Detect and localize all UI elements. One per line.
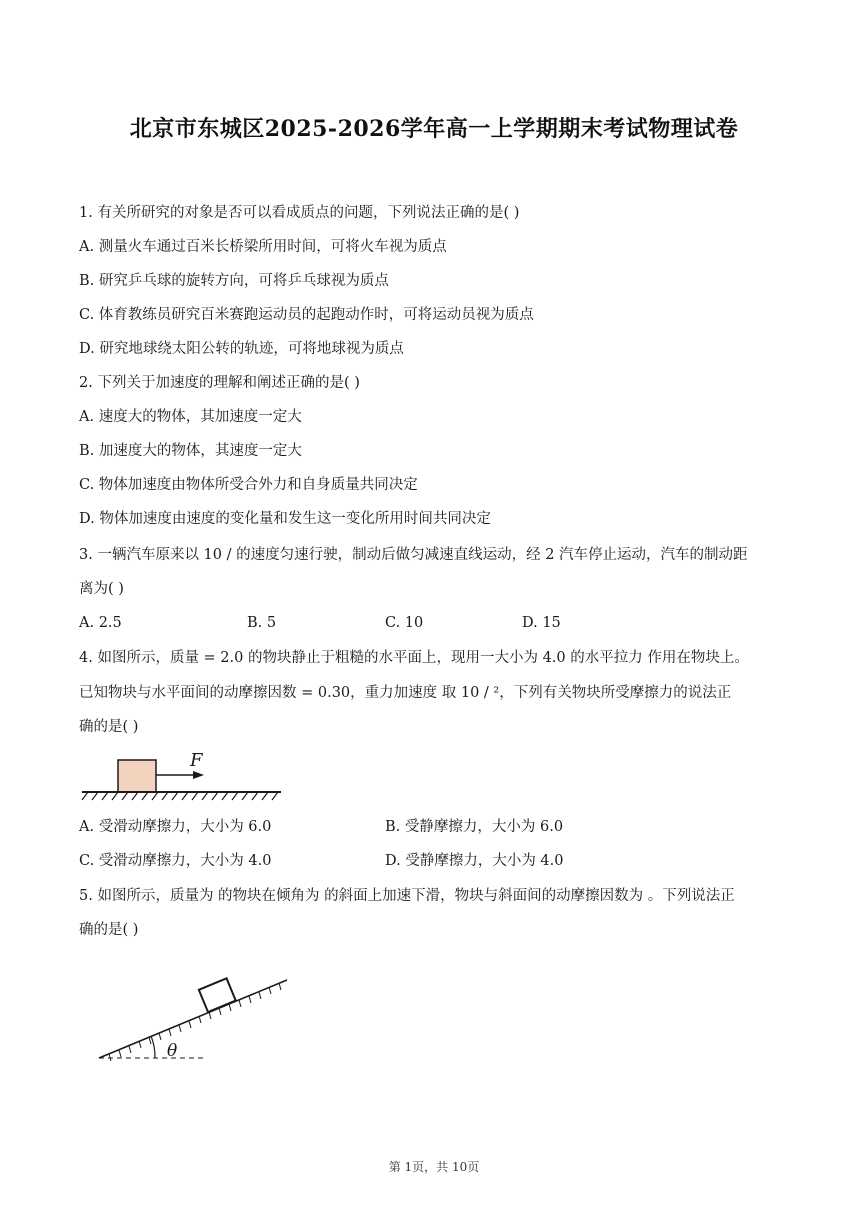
question-4-option-b: B. 受静摩擦力，大小为 6.0	[385, 819, 564, 835]
question-3-option-b: B. 5	[247, 615, 277, 631]
question-5-stem-line-1: 5. 如图所示，质量为 的物块在倾角为 的斜面上加速下滑，物块与斜面间的动摩擦因数为 。下列说法正	[79, 888, 735, 904]
page-title: 北京市东城区2025-2026学年高一上学期期末考试物理试卷	[129, 116, 739, 142]
question-2-stem: 2. 下列关于加速度的理解和阐述正确的是( )	[79, 375, 360, 391]
floor-hatching	[82, 792, 278, 800]
question-3-option-c: C. 10	[385, 615, 424, 631]
block-shape	[118, 760, 156, 792]
question-4-stem-line-3: 确的是( )	[79, 719, 139, 735]
angle-arc	[151, 1036, 155, 1058]
question-4-option-d: D. 受静摩擦力，大小为 4.0	[385, 853, 564, 869]
question-1-option-a: A. 测量火车通过百米长桥梁所用时间，可将火车视为质点	[79, 239, 447, 255]
question-2-option-b: B. 加速度大的物体，其速度一定大	[79, 443, 302, 459]
question-1-option-b: B. 研究乒乓球的旋转方向，可将乒乓球视为质点	[79, 273, 389, 289]
question-1-stem: 1. 有关所研究的对象是否可以看成质点的问题，下列说法正确的是( )	[79, 205, 520, 221]
question-4-option-c: C. 受滑动摩擦力，大小为 4.0	[79, 853, 272, 869]
force-label: F	[190, 750, 203, 771]
incline-figure	[95, 968, 295, 1064]
block-on-floor-svg	[80, 748, 285, 804]
page-footer: 第 1页，共 10页	[388, 1160, 480, 1174]
angle-label: θ	[167, 1041, 178, 1061]
incline-line	[99, 980, 287, 1058]
question-3-stem-line-2: 离为( )	[79, 581, 124, 597]
question-3-stem-line-1: 3. 一辆汽车原来以 10 / 的速度匀速行驶，制动后做匀减速直线运动，经 2 汽车停止运动，汽车的制动距	[79, 547, 748, 563]
question-1-option-d: D. 研究地球绕太阳公转的轨迹，可将地球视为质点	[79, 341, 404, 357]
question-4-stem-line-1: 4. 如图所示，质量 = 2.0 的物块静止于粗糙的水平面上，现用一大小为 4.0 的水平拉力 作用在物块上。	[79, 650, 749, 666]
question-4-option-a: A. 受滑动摩擦力，大小为 6.0	[79, 819, 272, 835]
question-2-option-c: C. 物体加速度由物体所受合外力和自身质量共同决定	[79, 477, 418, 493]
incline-svg	[95, 968, 295, 1064]
incline-hatching	[109, 983, 281, 1061]
question-3-option-d: D. 15	[522, 615, 561, 631]
force-arrow-icon	[193, 771, 204, 779]
block-on-floor-figure	[80, 748, 285, 804]
question-3-option-a: A. 2.5	[79, 615, 122, 631]
question-1-option-c: C. 体育教练员研究百米赛跑运动员的起跑动作时，可将运动员视为质点	[79, 307, 534, 323]
question-5-stem-line-2: 确的是( )	[79, 922, 139, 938]
question-2-option-d: D. 物体加速度由速度的变化量和发生这一变化所用时间共同决定	[79, 511, 491, 527]
question-2-option-a: A. 速度大的物体，其加速度一定大	[79, 409, 302, 425]
question-4-stem-line-2: 已知物块与水平面间的动摩擦因数 = 0.30，重力加速度 取 10 / ²，下列有关物块所受摩擦力的说法正	[79, 685, 732, 701]
